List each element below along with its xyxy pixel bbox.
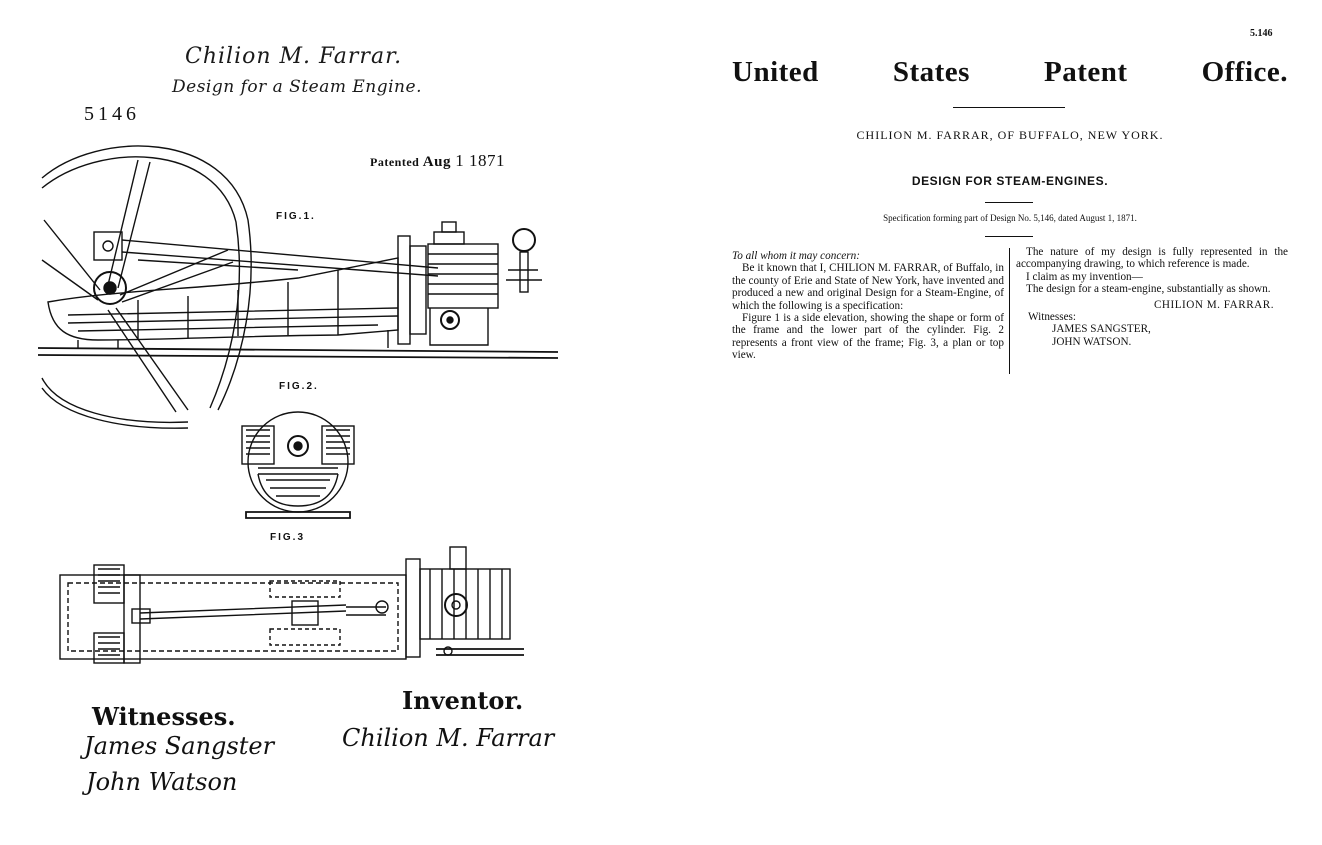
office-title-word-4: Office.	[1201, 56, 1288, 88]
patented-month: Aug	[422, 154, 451, 170]
right-paragraph-3: The design for a steam-engine, substantially as shown.	[1026, 283, 1271, 296]
drawing-number: 5146	[84, 103, 140, 125]
design-rule	[985, 202, 1033, 203]
inventor-name-signature: CHILION M. FARRAR.	[1153, 298, 1274, 311]
left-text-column	[732, 250, 1004, 362]
fig2-label: FIG.2.	[279, 381, 319, 392]
drawing-inventor-label: Inventor.	[402, 686, 524, 715]
page-number: 5.146	[1250, 28, 1273, 39]
design-title: DESIGN FOR STEAM-ENGINES.	[911, 174, 1109, 188]
fig1-label: FIG.1.	[276, 211, 316, 222]
left-paragraph-1: Be it known that I, CHILION M. FARRAR, of Buffalo, in the county of Erie and State of New York, have invented and produced a new and original Design for a Steam-Engine, of which the following is a specification:	[732, 262, 1004, 312]
drawing-witnesses-label: Witnesses.	[92, 702, 236, 731]
drawing-subtitle: Design for a Steam Engine.	[172, 77, 422, 97]
right-paragraph-1: The nature of my design is fully represented in the accompanying drawing, to which reference is made.	[1016, 246, 1288, 271]
drawing-title: Chilion M. Farrar.	[185, 44, 403, 69]
fig2-front-view	[236, 400, 360, 524]
right-paragraph-2: I claim as my invention—	[1026, 270, 1143, 283]
patented-prefix: Patented	[370, 155, 420, 169]
fig3-label: FIG.3	[270, 532, 306, 543]
witness-signature-2: John Watson	[86, 768, 238, 796]
office-title-word-3: Patent	[1044, 56, 1128, 88]
witnesses-label: Witnesses:	[1028, 311, 1077, 324]
patented-day-year: 1 1871	[455, 151, 505, 170]
office-title	[732, 56, 1288, 89]
spec-rule	[985, 236, 1033, 237]
witness-1: JAMES SANGSTER,	[1052, 323, 1151, 336]
witness-signature-1: James Sangster	[84, 732, 275, 760]
witness-2: JOHN WATSON.	[1052, 335, 1132, 348]
office-title-word-1: United	[732, 56, 819, 88]
office-title-word-2: States	[892, 56, 970, 88]
title-rule	[953, 107, 1065, 108]
specification-line: Specification forming part of Design No. 5,146, dated August 1, 1871.	[883, 213, 1137, 223]
right-text-column	[1016, 246, 1288, 348]
fig3-plan-view	[56, 545, 524, 665]
salutation: To all whom it may concern:	[732, 250, 860, 262]
column-divider	[1009, 248, 1010, 374]
inventor-signature: Chilion M. Farrar	[342, 724, 555, 752]
inventor-line: CHILION M. FARRAR, OF BUFFALO, NEW YORK.	[856, 128, 1164, 142]
left-paragraph-2: Figure 1 is a side elevation, showing the shape or form of the frame and the lower part of the cylinder. Fig. 2 represents a front view of the frame; Fig. 3, a plan or top view.	[732, 312, 1004, 362]
